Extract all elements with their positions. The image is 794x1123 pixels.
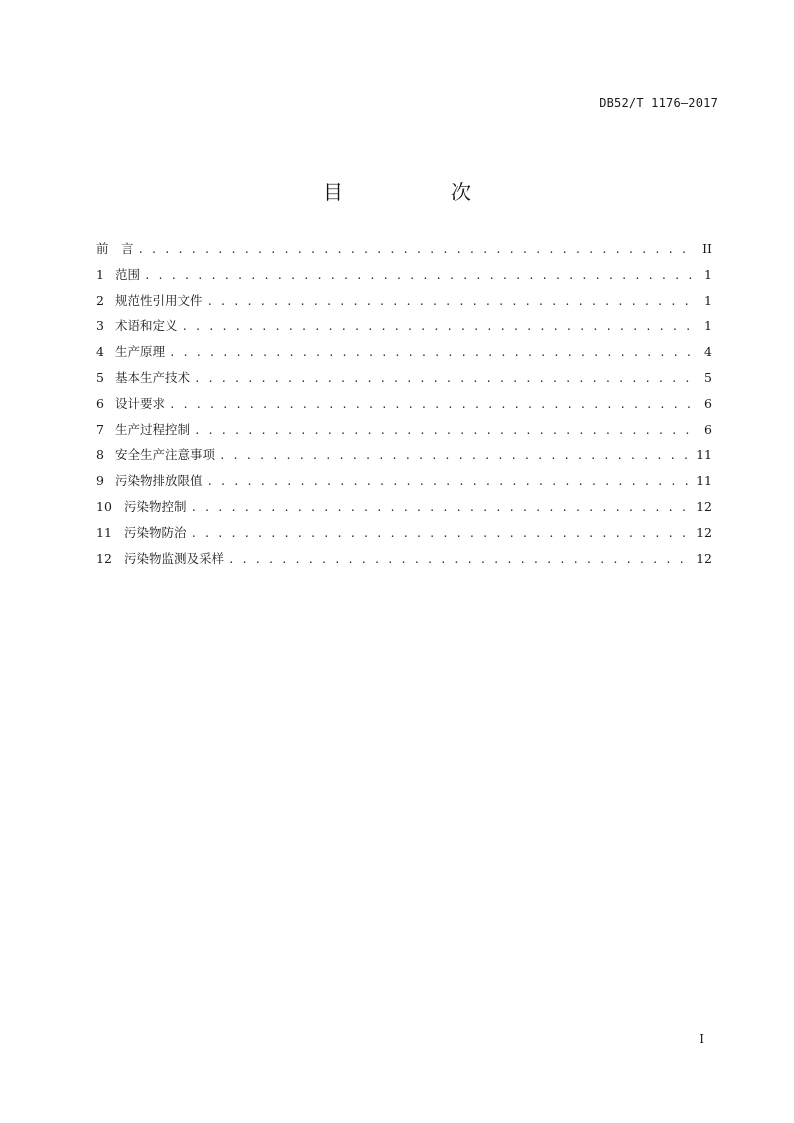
toc-leader-dots [136,237,694,263]
toc-entry-page: 4 [704,344,712,360]
toc-entry-number: 1 [96,266,104,282]
toc-leader-dots [142,263,694,289]
toc-entry-page: 11 [696,473,712,489]
toc-leader-dots [189,521,691,547]
toc-leader-dots [205,289,694,315]
toc-entry-number: 3 [96,318,104,334]
toc-leader-dots [192,418,694,444]
toc-leader-dots [217,443,690,469]
toc-entry-page: 11 [696,447,712,463]
toc-entry-label: 规范性引用文件 [115,292,203,308]
toc-entry-5[interactable] [96,365,712,391]
toc-leader-dots [180,314,694,340]
toc-entry-10[interactable] [96,494,712,520]
toc-entry-12[interactable] [96,546,712,572]
toc-entry-number: 11 [96,524,112,540]
toc-entry-number: 2 [96,292,104,308]
toc-entry-label: 污染物监测及采样 [124,550,225,566]
toc-entry-7[interactable] [96,417,712,443]
toc-entry-label: 基本生产技术 [115,369,191,385]
toc-entry-1[interactable] [96,262,712,288]
toc-entry-foreword[interactable] [96,236,712,262]
toc-leader-dots [167,340,694,366]
toc-entry-label: 安全生产注意事项 [115,447,216,463]
toc-entry-label: 生产过程控制 [115,421,191,437]
toc-entry-number: 7 [96,421,104,437]
toc-entry-2[interactable] [96,288,712,314]
toc-entry-page: 12 [696,550,712,566]
toc-entry-label: 污染物排放限值 [115,473,203,489]
toc-entry-label: 前 言 [96,241,134,256]
toc-entry-page: 1 [704,266,712,282]
toc-entry-page: 12 [696,498,712,514]
toc-entry-3[interactable] [96,313,712,339]
toc-entry-label: 范围 [115,266,141,282]
toc-entry-number: 9 [96,473,104,489]
toc-leader-dots [167,392,694,418]
toc-leader-dots [226,547,690,573]
toc-entry-8[interactable] [96,442,712,468]
toc-entry-11[interactable] [96,520,712,546]
toc-entry-number: 10 [96,498,112,514]
toc-entry-number: 6 [96,395,104,411]
toc-entry-label: 生产原理 [115,344,166,360]
toc-entry-number: 5 [96,369,104,385]
toc-entry-page: II [702,241,712,256]
toc-entry-6[interactable] [96,391,712,417]
document-code: DB52/T 1176—2017 [599,96,718,110]
toc-entry-label: 污染物控制 [124,498,187,514]
toc-entry-4[interactable] [96,339,712,365]
toc-leader-dots [192,366,694,392]
toc-entry-number: 4 [96,344,104,360]
toc-title: 目 次 [323,180,515,204]
page-number: I [699,1032,704,1046]
toc-entry-page: 12 [696,524,712,540]
toc-leader-dots [189,495,691,521]
toc-entry-number: 8 [96,447,104,463]
toc-entry-label: 污染物防治 [124,524,187,540]
toc-entry-9[interactable] [96,468,712,494]
toc-entry-number: 12 [96,550,112,566]
toc-entry-page: 1 [704,318,712,334]
toc-entry-page: 6 [704,395,712,411]
toc-entry-page: 5 [704,369,712,385]
toc-leader-dots [205,469,691,495]
toc-entry-label: 术语和定义 [115,318,178,334]
toc-entry-page: 6 [704,421,712,437]
toc-list [96,236,712,571]
toc-entry-page: 1 [704,292,712,308]
toc-entry-label: 设计要求 [115,395,166,411]
